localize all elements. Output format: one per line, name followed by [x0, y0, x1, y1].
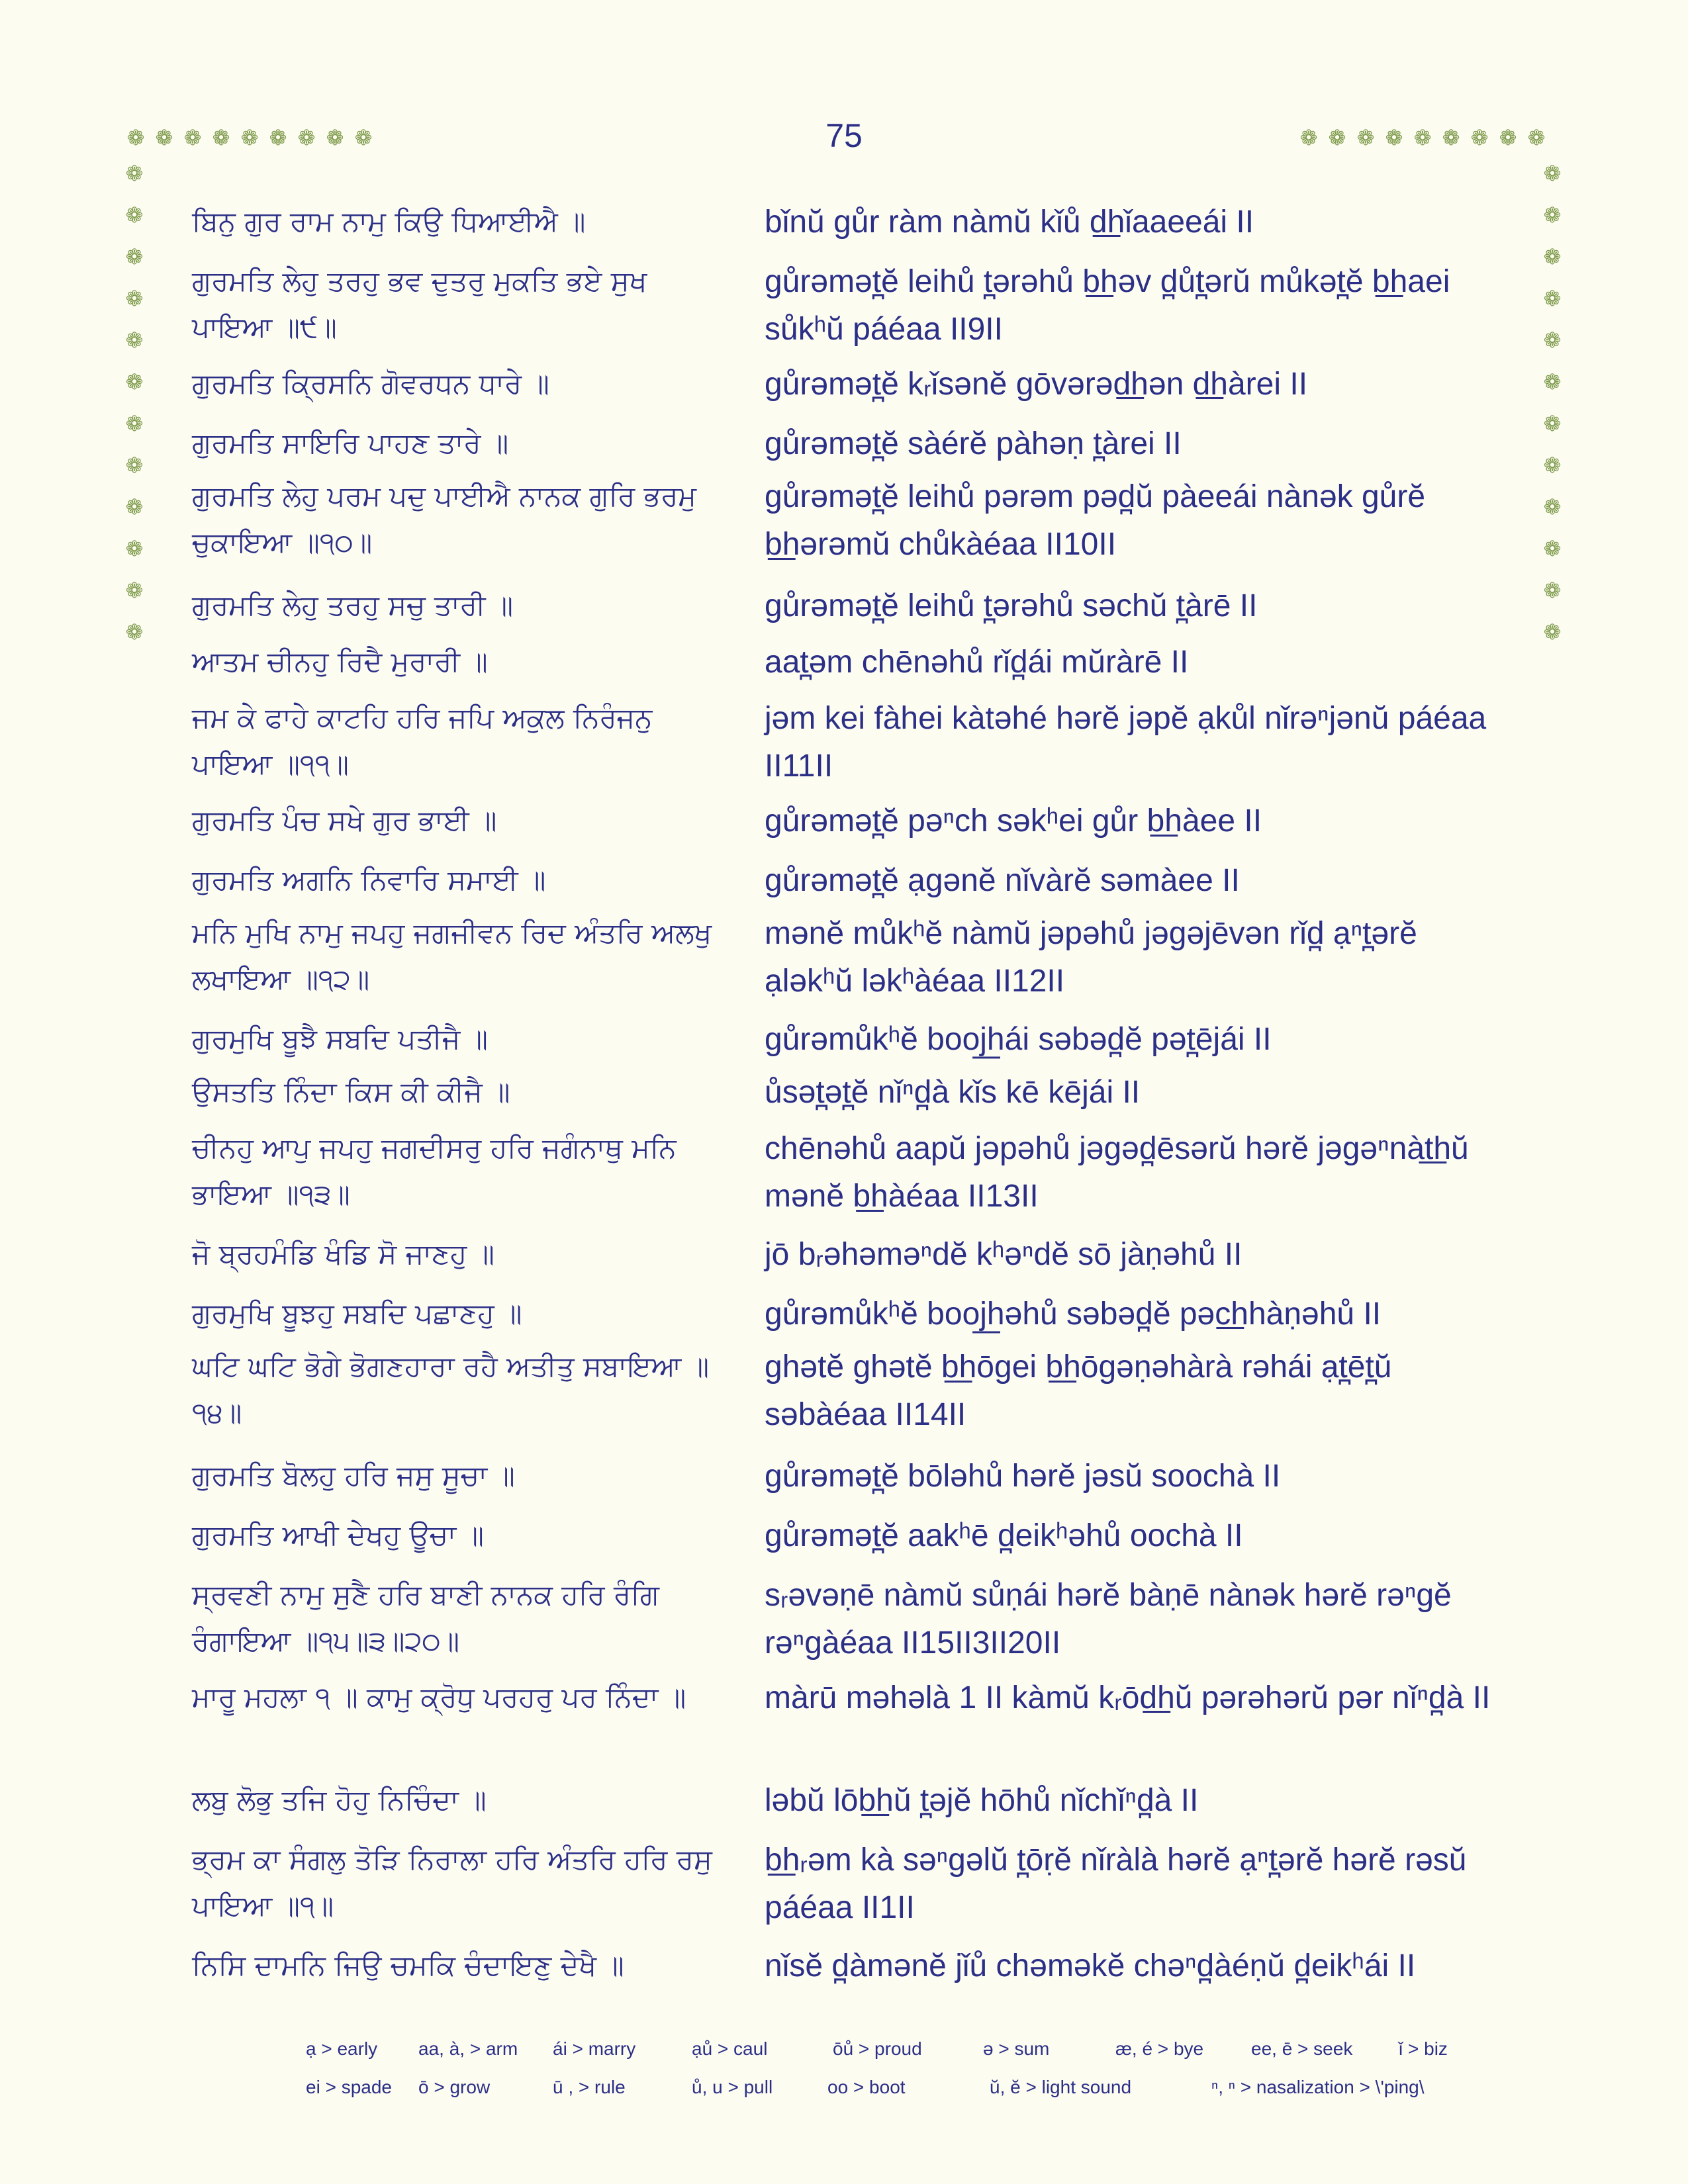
- transliteration-text: gůrəmət̪ĕ leihů t̪ərəhů b͟həv d̪ůt̪ərŭ můkət̪ĕ b͟haei sůkʰŭ páéaa II9II: [765, 264, 1450, 347]
- legend-item: ạ > early: [306, 2038, 378, 2059]
- transliteration-text: nǐsĕ d̪àmənĕ jǐů chəməkĕ chəⁿd̪àéṇŭ d̪eikʰái II: [765, 1948, 1416, 1983]
- flower-icon: ❁: [240, 125, 259, 150]
- legend-item: ō > grow: [418, 2077, 491, 2097]
- flower-icon: ❁: [354, 125, 373, 150]
- flower-icon: ❁: [125, 453, 144, 478]
- transliteration-text: gůrəmət̪ĕ leihů t̪ərəhů səchŭ t̪àrē II: [765, 588, 1258, 623]
- flower-icon: ❁: [1543, 411, 1562, 436]
- transliteration-text: bǐnŭ gůr ràm nàmŭ kǐů d͟hǐaaeeái II: [765, 205, 1254, 240]
- flower-icon: ❁: [125, 369, 144, 394]
- legend-item: ǐ > biz: [1399, 2038, 1448, 2059]
- transliteration-text: sᵣəvəṇē nàmŭ sůṇái hərĕ bàṇē nànək hərĕ rəⁿgĕ rəⁿgàéaa II15II3II20II: [765, 1578, 1452, 1661]
- legend-item: ei > spade: [306, 2077, 392, 2097]
- transliteration-text: gůrəmůkʰĕ booj͟hái səbəd̪ĕ pət̪ējái II: [765, 1022, 1272, 1057]
- flower-icon: ❁: [1543, 286, 1562, 311]
- gurmukhi-text: ਗੁਰਮਤਿ ਆਖੀ ਦੇਖਹੁ ਊਚਾ ॥: [192, 1519, 484, 1551]
- flower-icon: ❁: [183, 125, 202, 150]
- legend-item: oo > boot: [827, 2077, 906, 2097]
- legend-item: ōů > proud: [833, 2038, 922, 2059]
- flower-icon: ❁: [1442, 125, 1460, 150]
- legend-item: æ, é > bye: [1115, 2038, 1204, 2059]
- flower-icon: ❁: [1413, 125, 1432, 150]
- flower-icon: ❁: [125, 286, 144, 311]
- transliteration-text: gůrəmət̪ĕ kᵣǐsənĕ gōvərəd͟hən d͟hàrei II: [765, 367, 1308, 402]
- gurmukhi-text: ਗੁਰਮਤਿ ਲੇਹੁ ਤਰਹੁ ਸਚੁ ਤਾਰੀ ॥: [192, 589, 514, 621]
- flower-icon: ❁: [1543, 536, 1562, 561]
- transliteration-text: aat̪əm chēnəhů rǐd̪ái mŭràrē II: [765, 645, 1189, 680]
- transliteration-text: gůrəmət̪ĕ bōləhů hərĕ jəsŭ soochà II: [765, 1459, 1281, 1494]
- flower-icon: ❁: [125, 494, 144, 520]
- flower-icon: ❁: [1543, 244, 1562, 269]
- transliteration-text: gůrəmət̪ĕ pəⁿch səkʰei gůr b͟hàee II: [765, 803, 1262, 839]
- flower-icon: ❁: [1543, 578, 1562, 603]
- flower-icon: ❁: [125, 203, 144, 228]
- flower-icon: ❁: [1328, 125, 1346, 150]
- legend-item: aa, à, > arm: [418, 2038, 518, 2059]
- gurmukhi-text: ਗੁਰਮਤਿ ਬੋਲਹੁ ਹਰਿ ਜਸੁ ਸੂਚਾ ॥: [192, 1459, 515, 1492]
- flower-icon: ❁: [125, 619, 144, 645]
- gurmukhi-text: ਸ੍ਰਵਣੀ ਨਾਮੁ ਸੁਣੈ ਹਰਿ ਬਾਣੀ ਨਾਨਕ ਹਰਿ ਰੰਗਿ ਰੰਗਾਇਆ ॥੧੫॥੩॥੨੦॥: [192, 1578, 659, 1657]
- flower-icon: ❁: [126, 125, 145, 150]
- gurmukhi-text: ਨਿਸਿ ਦਾਮਨਿ ਜਿਉ ਚਮਕਿ ਚੰਦਾਇਣੁ ਦੇਖੈ ॥: [192, 1949, 624, 1981]
- gurmukhi-text: ਗੁਰਮੁਖਿ ਬੂਝੈ ਸਬਦਿ ਪਤੀਜੈ ॥: [192, 1023, 488, 1055]
- flower-icon: ❁: [1527, 125, 1546, 150]
- gurmukhi-text: ਉਸਤਤਿ ਨਿੰਦਾ ਕਿਸ ਕੀ ਕੀਜੈ ॥: [192, 1075, 510, 1108]
- flower-icon: ❁: [1543, 619, 1562, 645]
- flower-icon: ❁: [1299, 125, 1318, 150]
- gurmukhi-text: ਘਟਿ ਘਟਿ ਭੋਗੇ ਭੋਗਣਹਾਰਾ ਰਹੈ ਅਤੀਤੁ ਸਬਾਇਆ ॥੧੪॥: [192, 1350, 710, 1429]
- legend-item: ə > sum: [983, 2038, 1050, 2059]
- transliteration-text: jəm kei fàhei kàtəhé hərĕ jəpĕ ạkůl nǐrəⁿjənŭ páéaa II11II: [765, 701, 1487, 784]
- gurmukhi-text: ਗੁਰਮਤਿ ਲੇਹੁ ਪਰਮ ਪਦੁ ਪਾਈਐ ਨਾਨਕ ਗੁਰਿ ਭਰਮੁ ਚੁਕਾਇਆ ॥੧੦॥: [192, 480, 697, 559]
- flower-icon: ❁: [125, 328, 144, 353]
- flower-icon: ❁: [1499, 125, 1517, 150]
- transliteration-text: gůrəmət̪ĕ sàérĕ pàhəṇ t̪àrei II: [765, 426, 1182, 461]
- flower-icon: ❁: [1543, 161, 1562, 186]
- gurmukhi-text: ਜੋ ਬ੍ਰਹਮੰਡਿ ਖੰਡਿ ਸੋ ਜਾਣਹੁ ॥: [192, 1238, 494, 1270]
- gurmukhi-text: ਚੀਨਹੁ ਆਪੁ ਜਪਹੁ ਜਗਦੀਸਰੁ ਹਰਿ ਜਗੰਨਾਥੁ ਮਨਿ ਭਾਇਆ ॥੧੩॥: [192, 1132, 677, 1210]
- flower-icon: ❁: [1470, 125, 1489, 150]
- legend-item: ee, ē > seek: [1251, 2038, 1353, 2059]
- gurmukhi-text: ਮਾਰੂ ਮਹਲਾ ੧ ॥ ਕਾਮੁ ਕ੍ਰੋਧੁ ਪਰਹਰੁ ਪਰ ਨਿੰਦਾ ॥: [192, 1681, 686, 1713]
- gurmukhi-text: ਆਤਮ ਚੀਨਹੁ ਰਿਦੈ ਮੁਰਾਰੀ ॥: [192, 645, 488, 678]
- gurmukhi-text: ਗੁਰਮੁਖਿ ਬੂਝਹੁ ਸਬਦਿ ਪਛਾਣਹੁ ॥: [192, 1297, 522, 1330]
- flower-icon: ❁: [125, 411, 144, 436]
- flower-icon: ❁: [1543, 369, 1562, 394]
- legend-item: ů, u > pull: [692, 2077, 773, 2097]
- transliteration-text: chēnəhů aapŭ jəpəhů jəgəd̪ēsərŭ hərĕ jəgəⁿnàt͟hŭ mənĕ b͟hàéaa II13II: [765, 1131, 1469, 1214]
- transliteration-text: b͟hᵣəm kà səⁿgəlŭ t̪ōṛĕ nǐràlà hərĕ ạⁿt̪ərĕ hərĕ rəsŭ páéaa II1II: [765, 1843, 1467, 1925]
- legend-item: ⁿ, ⁿ > nasalization > \'ping\: [1211, 2077, 1425, 2097]
- legend-item: ạů > caul: [692, 2038, 768, 2059]
- transliteration-text: ghətĕ ghətĕ b͟hōgei b͟hōgəṇəhàrà rəhái ạt̪ēt̪ŭ səbàéaa II14II: [765, 1349, 1392, 1432]
- flower-icon: ❁: [326, 125, 344, 150]
- flower-icon: ❁: [297, 125, 316, 150]
- flower-icon: ❁: [1385, 125, 1403, 150]
- legend-item: ū , > rule: [553, 2077, 626, 2097]
- legend-item: ŭ, ĕ > light sound: [990, 2077, 1132, 2097]
- flower-icon: ❁: [155, 125, 173, 150]
- flower-icon: ❁: [125, 578, 144, 603]
- flower-icon: ❁: [1543, 203, 1562, 228]
- flower-icon: ❁: [125, 161, 144, 186]
- gurmukhi-text: ਲਬੁ ਲੋਭੁ ਤਜਿ ਹੋਹੁ ਨਿਚਿੰਦਾ ॥: [192, 1784, 487, 1816]
- gurmukhi-text: ਜਮ ਕੇ ਫਾਹੇ ਕਾਟਹਿ ਹਰਿ ਜਪਿ ਅਕੁਲ ਨਿਰੰਜਨੁ ਪਾਇਆ ॥੧੧॥: [192, 702, 653, 780]
- transliteration-text: gůrəmət̪ĕ ạgənĕ nǐvàrĕ səmàee II: [765, 863, 1240, 898]
- gurmukhi-text: ਮਨਿ ਮੁਖਿ ਨਾਮੁ ਜਪਹੁ ਜਗਜੀਵਨ ਰਿਦ ਅੰਤਰਿ ਅਲਖੁ ਲਖਾਇਆ ॥੧੨॥: [192, 917, 712, 995]
- flower-icon: ❁: [1356, 125, 1375, 150]
- gurmukhi-text: ਭ੍ਰਮ ਕਾ ਸੰਗਲੁ ਤੋੜਿ ਨਿਰਾਲਾ ਹਰਿ ਅੰਤਰਿ ਹਰਿ ਰਸੁ ਪਾਇਆ ॥੧॥: [192, 1843, 712, 1922]
- gurmukhi-text: ਗੁਰਮਤਿ ਕ੍ਰਿਸਨਿ ਗੋਵਰਧਨ ਧਾਰੇ ॥: [192, 367, 549, 400]
- flower-icon: ❁: [1543, 453, 1562, 478]
- transliteration-text: jō bᵣəhəməⁿdĕ kʰəⁿdĕ sō jàṇəhů II: [765, 1237, 1243, 1272]
- flower-icon: ❁: [269, 125, 287, 150]
- flower-icon: ❁: [212, 125, 230, 150]
- transliteration-text: màrū məhəlà 1 II kàmŭ kᵣōd͟hŭ pərəhərŭ pər nǐⁿd̪à II: [765, 1680, 1491, 1715]
- gurmukhi-text: ਗੁਰਮਤਿ ਸਾਇਰਿ ਪਾਹਣ ਤਾਰੇ ॥: [192, 427, 509, 459]
- flower-icon: ❁: [125, 536, 144, 561]
- gurmukhi-text: ਬਿਨੁ ਗੁਰ ਰਾਮ ਨਾਮੁ ਕਿਉ ਧਿਆਈਐ ॥: [192, 205, 586, 238]
- transliteration-text: ůsət̪ət̪ĕ nǐⁿd̪à kǐs kē kējái II: [765, 1075, 1141, 1110]
- gurmukhi-text: ਗੁਰਮਤਿ ਅਗਨਿ ਨਿਵਾਰਿ ਸਮਾਈ ॥: [192, 864, 546, 896]
- gurmukhi-text: ਗੁਰਮਤਿ ਪੰਚ ਸਖੇ ਗੁਰ ਭਾਈ ॥: [192, 804, 497, 837]
- flower-icon: ❁: [125, 244, 144, 269]
- page-number: 75: [825, 117, 863, 154]
- transliteration-text: gůrəmət̪ĕ leihů pərəm pəd̪ŭ pàeeái nànək gůrĕ b͟hərəmŭ chůkàéaa II10II: [765, 479, 1426, 562]
- transliteration-text: gůrəmət̪ĕ aakʰē d̪eikʰəhů oochà II: [765, 1518, 1243, 1553]
- flower-icon: ❁: [1543, 328, 1562, 353]
- legend-item: ái > marry: [553, 2038, 636, 2059]
- flower-icon: ❁: [1543, 494, 1562, 520]
- gurmukhi-text: ਗੁਰਮਤਿ ਲੇਹੁ ਤਰਹੁ ਭਵ ਦੁਤਰੁ ਮੁਕਤਿ ਭਏ ਸੁਖ ਪਾਇਆ ॥੯॥: [192, 265, 647, 343]
- transliteration-text: gůrəmůkʰĕ booj͟həhů səbəd̪ĕ pəc͟hhàṇəhů II: [765, 1297, 1382, 1332]
- transliteration-text: ləbŭ lōb͟hŭ t̪əjĕ hōhů nǐchǐⁿd̪à II: [765, 1783, 1199, 1818]
- transliteration-text: mənĕ můkʰĕ nàmŭ jəpəhů jəgəjēvən rǐd̪ ạⁿt̪ərĕ ạləkʰŭ ləkʰàéaa II12II: [765, 916, 1417, 999]
